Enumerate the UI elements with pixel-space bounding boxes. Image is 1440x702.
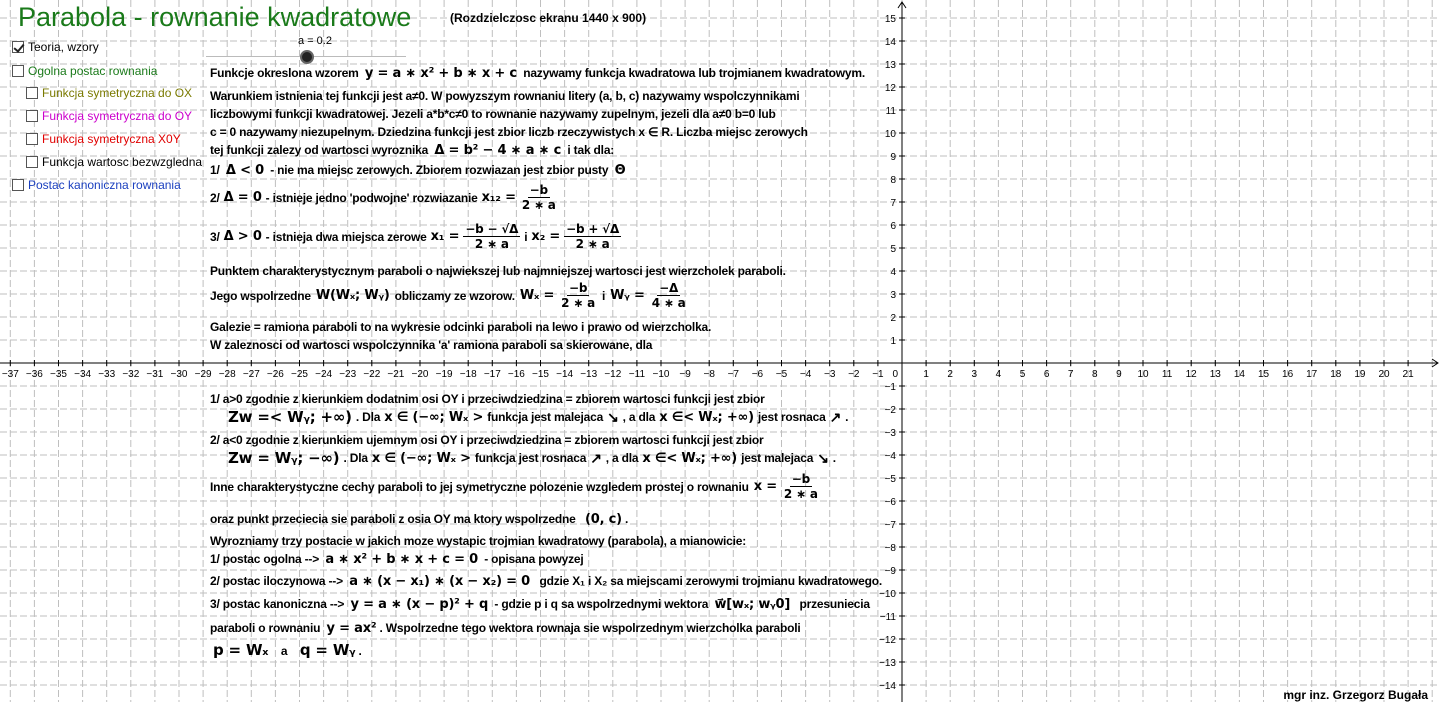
checkbox-theory-box[interactable] [12, 41, 24, 53]
y-tick-label: −3 [884, 428, 896, 439]
checkbox-symmetric-oy-label: Funkcja symetryczna do OY [42, 109, 193, 123]
x-tick-label: 9 [1116, 369, 1122, 380]
x-tick-label: 13 [1209, 369, 1221, 380]
checkbox-absolute-value-label: Funkcja wartosc bezwzgledna [42, 155, 203, 169]
text-a2e: , a dla [605, 451, 639, 465]
text-l1a: Funkcje okreslona wzorem [210, 66, 359, 80]
text-s5a: 2/ postac iloczynowa --> [210, 574, 343, 588]
case-3-formula: Δ > 0 [223, 229, 262, 244]
x-tick-label: −28 [218, 369, 236, 380]
checkbox-symmetric-ox-label: Funkcja symetryczna do OX [42, 86, 193, 100]
x-tick-label: −9 [679, 369, 691, 380]
checkbox-symmetric-ox[interactable] [26, 86, 192, 100]
case-1-text: - nie ma miejsc zerowych. Zbiorem rozwiazan jest zbior pusty [270, 163, 609, 177]
case-2-num: 2/ [210, 190, 220, 205]
y-tick-label: 8 [890, 175, 896, 186]
case-a-negative: 2/ a<0 zgodnie z kierunkiem ujemnym osi OY i przeciwdziedzina = zbiorem wartosci funkcji jest zbior [210, 433, 764, 447]
case-3-x1: x₁ = [430, 229, 460, 244]
x-tick-label: 7 [1067, 369, 1074, 380]
forms-intro: Wyrozniamy trzy postacie w jakich moze wystapic trojmian kwadratowy (parabola), a mianowicie: [210, 534, 747, 548]
case-2-text: - istnieje jedno 'podwojne' rozwiazanie [265, 190, 478, 205]
case-3-den-1: 2 ∗ a [474, 237, 509, 251]
y-tick-label: 15 [884, 14, 896, 25]
y-tick-label: −12 [879, 635, 896, 646]
y-tick-label: 3 [890, 290, 896, 301]
x-tick-label: 16 [1282, 369, 1294, 380]
origin-label: 0 [892, 369, 898, 380]
checkbox-canonical-form-label: Postac kanoniczna rownania [28, 178, 181, 192]
oy-point: (0, c) [584, 512, 622, 527]
theory-line-4: c = 0 nazywamy niezupelnym. Dziedzina funkcji jest zbior liczb rzeczywistych x ∈ R. Liczba miejsc zerowych [210, 125, 808, 139]
form-canonical-2 [210, 621, 801, 636]
y-tick-label: 10 [884, 129, 896, 140]
checkbox-canonical-form[interactable] [12, 178, 181, 192]
formula-canonical: y = a ∗ (x − p)² + q [350, 597, 489, 612]
page-subtitle: (Rozdzielczosc ekranu 1440 x 900) [450, 11, 647, 25]
vertex-wx-fraction [559, 281, 597, 310]
case-3-x2: x₂ = [531, 229, 561, 244]
x-tick-label: −5 [775, 369, 788, 380]
x-tick-label: 6 [1043, 369, 1050, 380]
x-tick-label: −25 [291, 369, 308, 380]
x-tick-label: −6 [751, 369, 764, 380]
x-tick-label: 12 [1185, 369, 1197, 380]
vertex-wy: Wᵧ = [610, 288, 645, 303]
oy-intersection: oraz punkt przeciecia sie paraboli z osia OY ma ktory wspolrzedne (0, c) . [210, 512, 629, 527]
x-tick-label: −20 [411, 369, 429, 380]
x-tick-label: −29 [194, 369, 212, 380]
x-tick-label: −22 [363, 369, 381, 380]
vertex-wx: Wₓ = [519, 288, 555, 303]
x-tick-label: −26 [266, 369, 284, 380]
vector-w: w⃗[wₓ; wᵧ0] [714, 597, 791, 612]
case-3-num-1: −b − √Δ [465, 222, 519, 236]
vertex-and: i [602, 288, 606, 303]
y-tick-label: −11 [879, 612, 896, 623]
x-tick-label: −3 [823, 369, 836, 380]
y-tick-label: 11 [885, 106, 896, 117]
case-3-text: - istnieja dwa miejsca zerowe [265, 229, 427, 244]
range-positive: Zw =< Wᵧ; +∞) [228, 408, 352, 426]
vertex-wx-num: −b [568, 281, 588, 295]
checkbox-symmetric-xoy-box[interactable] [26, 133, 38, 145]
case-3-fraction-1 [463, 222, 520, 251]
case-3-den-2: 2 ∗ a [575, 237, 610, 251]
x-tick-label: −36 [25, 369, 43, 380]
y-tick-label: 12 [884, 83, 896, 94]
text-l7a: Jego wspolrzedne [210, 288, 311, 303]
x-tick-label: −35 [50, 369, 67, 380]
empty-set-symbol: Θ [614, 163, 626, 178]
symmetry-fraction [782, 472, 820, 501]
y-tick-label: −7 [884, 520, 896, 531]
checkbox-absolute-value[interactable] [26, 155, 202, 169]
case-a-positive-formulas: Zw =< Wᵧ; +∞) . Dla x ∈ (−∞; Wₓ > funkcja jest malejaca ↘ , a dla x ∈< Wₓ; +∞) jest rosnaca ↗ . [228, 408, 849, 426]
checkbox-general-form-box[interactable] [12, 65, 24, 77]
text-s4a: 1/ postac ogolna --> [210, 552, 320, 566]
arrow-up-right-icon: ↗ [829, 408, 842, 425]
x-tick-label: −12 [604, 369, 622, 380]
case-1-num: 1/ [210, 163, 220, 177]
x-tick-label: −11 [628, 369, 646, 380]
case-2-den-part: 2 ∗ a [521, 198, 556, 212]
text-s4b: - opisana powyzej [484, 552, 584, 566]
text-l7b: obliczamy ze wzorow. [394, 288, 515, 303]
slider-a-handle[interactable] [300, 50, 314, 64]
x-tick-label: −4 [799, 369, 812, 380]
x-tick-label: −13 [580, 369, 598, 380]
form-canonical [210, 597, 870, 612]
domain-increasing-neg: x ∈ (−∞; Wₓ > [371, 450, 471, 466]
formula-basic: y = ax² [326, 621, 377, 636]
domain-increasing: x ∈< Wₓ; +∞) [659, 409, 754, 425]
y-tick-label: −6 [884, 497, 896, 508]
theory-line-1 [210, 66, 865, 81]
arrow-down-right-icon: ↘ [607, 408, 619, 425]
y-tick-label: 4 [890, 267, 896, 278]
y-tick-label: −4 [884, 451, 896, 462]
text-a1e: , a dla [622, 410, 656, 424]
x-tick-label: −2 [848, 369, 860, 380]
y-tick-label: 7 [890, 198, 896, 209]
text-s7a: paraboli o rownaniu [210, 621, 321, 635]
case-2-formula: Δ = 0 [223, 190, 262, 205]
checkbox-symmetric-ox-box[interactable] [26, 87, 38, 99]
x-tick-label: −15 [532, 369, 549, 380]
checkbox-symmetric-oy[interactable] [26, 109, 192, 123]
x-tick-label: −1 [872, 369, 884, 380]
x-tick-label: −14 [556, 369, 574, 380]
formula-product: a ∗ (x − x₁) ∗ (x − x₂) = 0 [349, 574, 531, 589]
x-tick-label: 2 [947, 369, 953, 380]
case-2-num-part: −b [529, 183, 548, 197]
domain-decreasing: x ∈ (−∞; Wₓ > [384, 409, 484, 425]
x-tick-label: 8 [1092, 369, 1098, 380]
x-tick-label: −17 [483, 369, 501, 380]
vertex-point: W(Wₓ; Wᵧ) [315, 288, 390, 303]
x-tick-label: −7 [727, 369, 740, 380]
x-tick-label: 10 [1137, 369, 1149, 380]
text-a1h: jest rosnaca [757, 410, 826, 424]
text-s5b: gdzie X₁ i X₂ sa miejscami zerowymi trojmianu kwadratowego. [539, 574, 883, 588]
case-1-formula: Δ < 0 [225, 163, 264, 178]
x-tick-label: 19 [1354, 369, 1366, 380]
domain-decreasing-neg: x ∈< Wₓ; +∞) [642, 450, 738, 466]
y-tick-label: 14 [884, 37, 896, 48]
y-tick-label: 2 [890, 313, 896, 324]
y-tick-label: −8 [884, 543, 896, 554]
x-tick-label: 3 [971, 369, 978, 380]
symmetry-line [210, 472, 820, 501]
x-tick-label: 17 [1306, 369, 1318, 380]
text-s6b: - gdzie p i q sa wspolrzednymi wektora [494, 597, 709, 611]
x-tick-label: −27 [242, 369, 260, 380]
checkbox-symmetric-oy-box[interactable] [26, 110, 38, 122]
text-s2a: oraz punkt przeciecia sie paraboli z osia OY ma ktory wspolrzedne [210, 512, 576, 526]
vertex-formulas [210, 281, 688, 310]
case-2 [210, 183, 558, 212]
author-signature: mgr inz. Grzegorz Bugała [1283, 688, 1428, 702]
y-tick-label: 13 [884, 60, 896, 71]
text-a1b: . Dla [355, 410, 381, 424]
y-tick-label: 9 [890, 152, 896, 163]
x-tick-label: 4 [995, 369, 1002, 380]
x-tick-label: 14 [1233, 369, 1245, 380]
checkbox-general-form[interactable] [12, 64, 157, 78]
symmetry-den: 2 ∗ a [783, 487, 818, 501]
x-tick-label: 11 [1161, 369, 1173, 380]
checkbox-absolute-value-box[interactable] [26, 156, 38, 168]
vector-values: p = Wₓ a q = Wᵧ . [213, 641, 362, 659]
x-tick-label: −31 [146, 369, 164, 380]
case-3-fraction-2 [564, 222, 621, 251]
x-tick-label: −30 [170, 369, 188, 380]
x-tick-label: −37 [1, 369, 19, 380]
y-tick-label: 5 [890, 244, 896, 255]
x-tick-label: 5 [1019, 369, 1026, 380]
checkbox-canonical-form-box[interactable] [12, 179, 24, 191]
x-tick-label: 15 [1257, 369, 1270, 380]
x-tick-label: 1 [923, 369, 929, 380]
x-tick-label: −23 [339, 369, 357, 380]
text-s8b: a [280, 644, 288, 658]
form-general [210, 552, 584, 567]
y-tick-label: −9 [884, 566, 896, 577]
x-tick-label: −16 [507, 369, 525, 380]
vertex-wy-den: 4 ∗ a [651, 296, 686, 310]
x-tick-label: −8 [703, 369, 715, 380]
case-a-negative-formulas: Zw = Wᵧ; −∞) . Dla x ∈ (−∞; Wₓ > funkcja jest rosnaca ↗ , a dla x ∈< Wₓ; +∞) jest malejaca ↘ . [228, 449, 836, 467]
text-a2h: jest malejaca [741, 451, 814, 465]
theory-line-vertex: Punktem charakterystycznym paraboli o najwiekszej lub najmniejszej wartosci jest wierzcholek paraboli. [210, 264, 786, 278]
x-tick-label: 20 [1378, 369, 1390, 380]
x-tick-label: −10 [652, 369, 670, 380]
case-2-fraction [520, 183, 558, 212]
text-s1a: Inne charakterystyczne cechy paraboli to jej symetryczne polozenie wzgledem prostej o rownaniu [210, 479, 749, 494]
text-l1b: nazywamy funkcja kwadratowa lub trojmianem kwadratowym. [523, 66, 865, 80]
theory-line-branches: Galezie = ramiona paraboli to na wykresie odcinki paraboli na lewo i prawo od wierzcholka. [210, 320, 712, 334]
theory-line-3: liczbowymi funkcji kwadratowej. Jezeli a*b*c≠0 to rownanie nazywamy zupelnym, jezeli dla a≠0 b=0 lub [210, 107, 776, 121]
text-s6a: 3/ postac kanoniczna --> [210, 597, 345, 611]
vertex-wx-den: 2 ∗ a [561, 296, 596, 310]
text-l5a: tej funkcji zalezy od wartosci wyroznika [210, 143, 429, 157]
checkbox-symmetric-xoy[interactable] [26, 132, 181, 146]
x-tick-label: −18 [459, 369, 477, 380]
theory-line-2: Warunkiem istnienia tej funkcji jest a≠0. W powyzszym rownaniu litery (a, b, c) nazywamy wspolczynnikami [210, 89, 800, 103]
p-equals: p = Wₓ [213, 641, 269, 659]
theory-line-5 [210, 143, 614, 158]
x-tick-label: −24 [315, 369, 333, 380]
case-3 [210, 222, 621, 251]
y-tick-label: −5 [884, 474, 896, 485]
text-l5b: i tak dla: [567, 143, 615, 157]
text-a2b: . Dla [343, 451, 368, 465]
x-tick-label: −34 [74, 369, 92, 380]
y-tick-label: 6 [890, 221, 896, 232]
formula-quadratic: y = a ∗ x² + b ∗ x + c [364, 66, 517, 81]
q-equals: q = Wᵧ [299, 641, 356, 659]
x-tick-label: 18 [1330, 369, 1342, 380]
y-tick-label: −13 [879, 658, 896, 669]
arrow-down-right-icon: ↘ [817, 449, 829, 466]
text-a2d: funkcja jest rosnaca [474, 451, 587, 465]
vertex-wy-num: −Δ [659, 281, 679, 295]
form-product [210, 574, 882, 589]
page-title: Parabola - rownanie kwadratowe [18, 2, 412, 32]
case-2-x12: x₁₂ = [481, 190, 516, 205]
y-tick-label: −10 [879, 589, 896, 600]
y-tick-label: 1 [890, 336, 896, 347]
checkbox-theory[interactable] [12, 40, 99, 54]
arrow-up-right-icon: ↗ [590, 449, 602, 466]
y-tick-label: −1 [884, 382, 896, 393]
y-tick-label: −14 [879, 681, 896, 692]
formula-discriminant: Δ = b² − 4 ∗ a ∗ c [434, 143, 562, 158]
case-1 [210, 163, 625, 178]
case-a-positive: 1/ a>0 zgodnie z kierunkiem dodatnim osi OY i przeciwdziedzina = zbiorem wartosci funkcji jest zbior [210, 392, 765, 406]
x-tick-label: 21 [1402, 369, 1414, 380]
checkbox-general-form-label: Ogolna postac rownania [28, 64, 158, 78]
x-tick-label: −19 [435, 369, 453, 380]
symmetry-x: x = [753, 479, 777, 494]
case-3-and: i [524, 229, 528, 244]
checkbox-theory-label: Teoria, wzory [28, 40, 99, 54]
text-s7b: . Wspolrzedne tego wektora rownaja sie wspolrzednym wierzcholka paraboli [379, 621, 801, 635]
vertex-wy-fraction [650, 281, 688, 310]
text-a1d: funkcja jest malejaca [487, 410, 604, 424]
range-negative: Zw = Wᵧ; −∞) [228, 449, 340, 467]
slider-a-label: a = 0.2 [298, 35, 332, 47]
y-tick-label: −2 [884, 405, 896, 416]
x-tick-label: −21 [387, 369, 405, 380]
theory-line-coefficient: W zaleznosci od wartosci wspolczynnika 'a' ramiona paraboli sa skierowane, dla [210, 338, 653, 352]
formula-general: a ∗ x² + b ∗ x + c = 0 [325, 552, 478, 567]
x-tick-label: −33 [98, 369, 116, 380]
x-tick-label: −32 [122, 369, 140, 380]
symmetry-num: −b [791, 472, 810, 486]
text-s6c: przesuniecia [799, 597, 870, 611]
checkbox-symmetric-xoy-label: Funkcja symetryczna X0Y [42, 132, 181, 146]
case-3-num-2: −b + √Δ [566, 222, 620, 236]
case-3-num: 3/ [210, 229, 220, 244]
